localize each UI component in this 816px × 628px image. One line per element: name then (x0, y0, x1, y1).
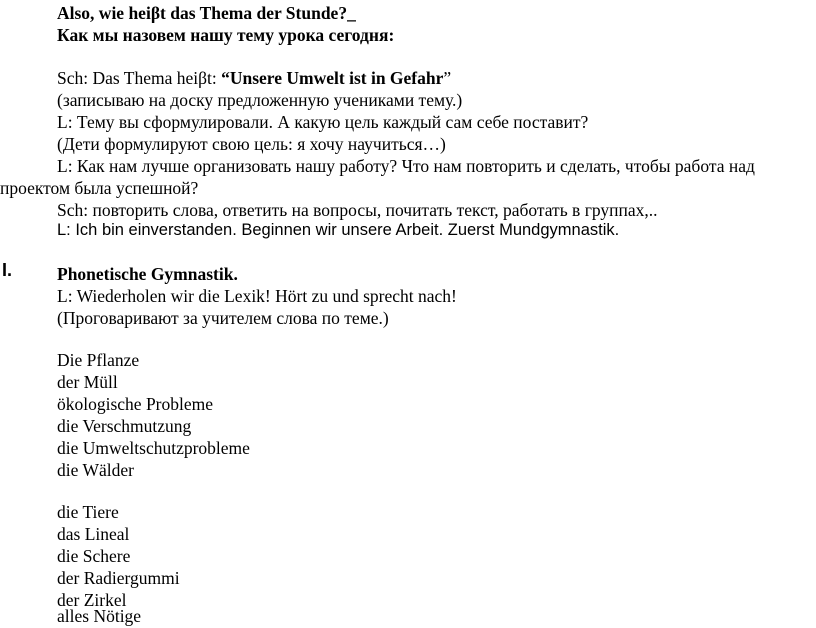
teacher-repeat-line: L: Wiederholen wir die Lexik! Hört zu und sprecht nach! (57, 286, 457, 306)
vocab-item: ökologische Probleme (57, 394, 214, 414)
student-plan-line: Sch: повторить слова, ответить на вопросы, почитать текст, работать в группах,.. (57, 200, 658, 220)
intro-question-ru: Как мы назовем нашу тему урока сегодня: (57, 25, 395, 45)
vocab-item: der Radiergummi (57, 568, 180, 588)
teacher-goal-line: L: Тему вы сформулировали. А какую цель каждый сам себе поставит? (57, 112, 589, 132)
vocab-item: Die Pflanze (57, 350, 140, 370)
repeat-note: (Проговаривают за учителем слова по теме.) (57, 308, 389, 328)
vocab-item: das Lineal (57, 524, 130, 544)
teacher-organize-line-wrap: проектом была успешной? (0, 178, 199, 198)
children-goal-note: (Дети формулируют свою цель: я хочу научиться…) (57, 134, 446, 154)
vocab-item: alles Nötige (57, 606, 142, 626)
vocab-item: die Schere (57, 546, 131, 566)
lesson-topic-close-quote: ” (443, 68, 452, 88)
teacher-agree-line: L: Ich bin einverstanden. Beginnen wir unsere Arbeit. Zuerst Mundgymnastik. (57, 221, 620, 239)
section-title: Phonetische Gymnastik. (57, 264, 238, 284)
vocab-item: die Verschmutzung (57, 416, 192, 436)
teacher-organize-line: L: Как нам лучше организовать нашу работу? Что нам повторить и сделать, чтобы работа над (57, 156, 755, 176)
intro-question-de: Also, wie heiβt das Thema der Stunde?_ (57, 3, 356, 23)
student-topic-prefix: Sch: Das Thema heiβt: (57, 68, 222, 88)
vocab-item: die Tiere (57, 502, 119, 522)
student-topic-line (57, 67, 451, 89)
vocab-item: die Umweltschutzprobleme (57, 438, 250, 458)
vocab-item: der Zirkel (57, 590, 127, 610)
lesson-topic: “Unsere Umwelt ist in Gefahr (221, 68, 444, 88)
teacher-note-board: (записываю на доску предложенную учениками тему.) (57, 90, 463, 110)
vocab-item: der Müll (57, 372, 118, 392)
section-numeral: I. (2, 260, 13, 280)
vocab-item: die Wälder (57, 460, 134, 480)
